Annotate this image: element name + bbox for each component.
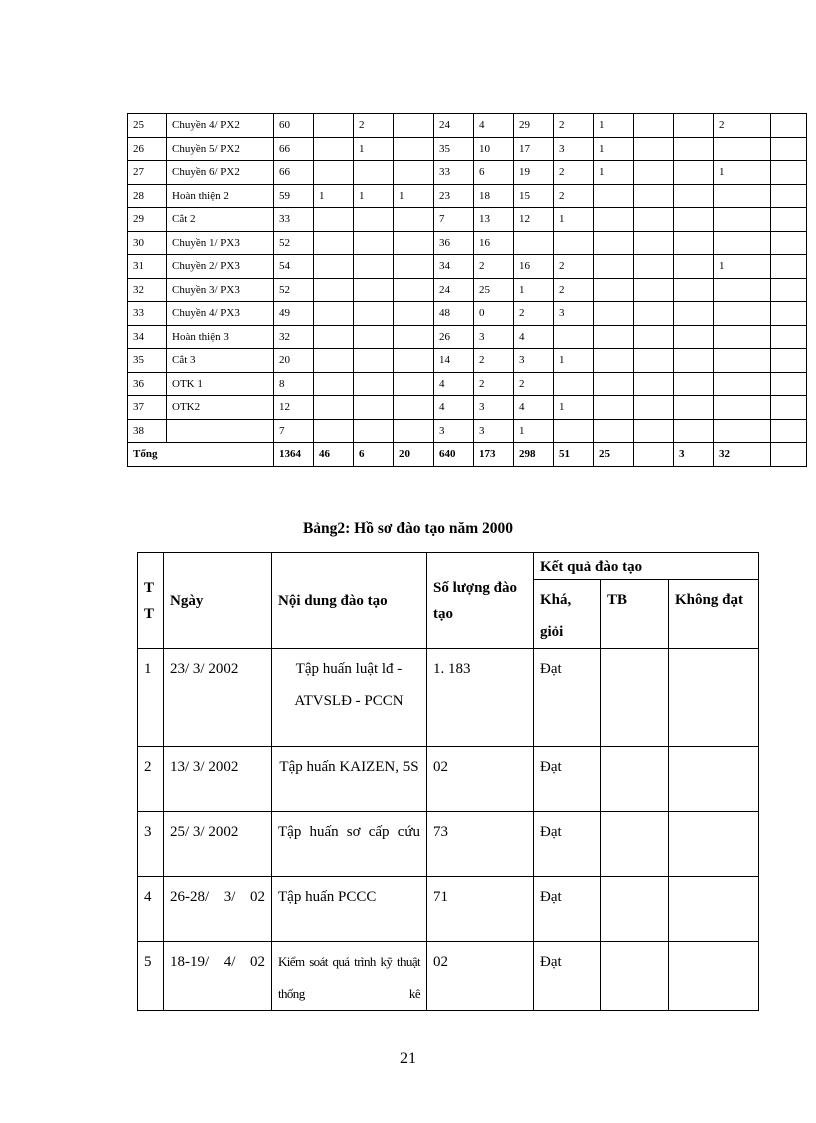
table-cell: [634, 184, 674, 208]
row-unit: Chuyền 1/ PX3: [167, 231, 274, 255]
table-cell: [394, 419, 434, 443]
row-quantity: 73: [427, 812, 534, 877]
table-cell: [314, 231, 354, 255]
table-cell: [714, 325, 771, 349]
table-cell: [394, 208, 434, 232]
table-cell: [394, 278, 434, 302]
table-cell: [394, 255, 434, 279]
table-cell: 1: [554, 349, 594, 373]
row-fail: [669, 747, 759, 812]
row-number: 30: [128, 231, 167, 255]
table-cell: [314, 137, 354, 161]
table-cell: 1: [354, 184, 394, 208]
row-unit: Chuyền 2/ PX3: [167, 255, 274, 279]
table-cell: 18: [474, 184, 514, 208]
table-cell: [354, 419, 394, 443]
table-cell: 2: [514, 372, 554, 396]
row-tt: 5: [138, 942, 164, 1011]
table-cell: 23: [434, 184, 474, 208]
table-cell: 2: [554, 161, 594, 185]
table-cell: [771, 137, 807, 161]
table-cell: [674, 349, 714, 373]
row-good: Đạt: [534, 649, 601, 747]
table-cell: [594, 302, 634, 326]
table-cell: 2: [354, 114, 394, 138]
row-unit: Hoàn thiện 3: [167, 325, 274, 349]
row-good: Đạt: [534, 877, 601, 942]
row-unit: Chuyền 3/ PX3: [167, 278, 274, 302]
table-cell: [514, 231, 554, 255]
table-cell: [674, 302, 714, 326]
row-unit: Chuyền 4/ PX2: [167, 114, 274, 138]
table-cell: [594, 396, 634, 420]
table-cell: 4: [474, 114, 514, 138]
table-row: [128, 325, 807, 349]
row-date: 23/ 3/ 2002: [164, 649, 272, 747]
table-cell: [554, 231, 594, 255]
table-cell: [714, 184, 771, 208]
table-cell: 4: [434, 372, 474, 396]
total-cell: 1364: [274, 443, 314, 467]
table-row: [128, 419, 807, 443]
table-cell: [314, 278, 354, 302]
table-cell: [771, 231, 807, 255]
table-cell: [771, 349, 807, 373]
table-row: [128, 184, 807, 208]
total-cell: 173: [474, 443, 514, 467]
row-number: 26: [128, 137, 167, 161]
table-cell: [771, 396, 807, 420]
table-cell: [394, 137, 434, 161]
table-cell: [354, 349, 394, 373]
table-cell: [594, 419, 634, 443]
table-row: [128, 396, 807, 420]
table-cell: [354, 161, 394, 185]
training-table: [137, 552, 759, 1011]
table-cell: [634, 278, 674, 302]
table-cell: [354, 302, 394, 326]
row-unit: Chuyền 5/ PX2: [167, 137, 274, 161]
table-cell: 35: [434, 137, 474, 161]
table-cell: 33: [274, 208, 314, 232]
table-cell: 1: [354, 137, 394, 161]
table-cell: 3: [474, 396, 514, 420]
table-cell: 1: [394, 184, 434, 208]
table-cell: [634, 372, 674, 396]
table-row: [128, 349, 807, 373]
table-cell: [634, 255, 674, 279]
row-date: 13/ 3/ 2002: [164, 747, 272, 812]
table-cell: [554, 419, 594, 443]
table-cell: [314, 419, 354, 443]
table-cell: [674, 184, 714, 208]
table-cell: [674, 419, 714, 443]
table-row: [128, 372, 807, 396]
table-row: [128, 278, 807, 302]
table-cell: [674, 278, 714, 302]
total-row: [128, 443, 807, 467]
row-unit: Hoàn thiện 2: [167, 184, 274, 208]
table-cell: 1: [714, 161, 771, 185]
table-cell: 1: [554, 396, 594, 420]
row-good: Đạt: [534, 747, 601, 812]
table-cell: 1: [514, 419, 554, 443]
table-cell: 66: [274, 161, 314, 185]
table-cell: [634, 302, 674, 326]
table-cell: [714, 419, 771, 443]
table-cell: 17: [514, 137, 554, 161]
table-cell: 26: [434, 325, 474, 349]
row-unit: [167, 419, 274, 443]
table-cell: [354, 396, 394, 420]
table-cell: 1: [314, 184, 354, 208]
table-cell: [594, 208, 634, 232]
row-unit: Chuyền 4/ PX3: [167, 302, 274, 326]
table-cell: [394, 396, 434, 420]
table-cell: 52: [274, 278, 314, 302]
table-cell: [554, 325, 594, 349]
table-cell: 49: [274, 302, 314, 326]
row-fail: [669, 649, 759, 747]
row-good: Đạt: [534, 812, 601, 877]
row-fail: [669, 812, 759, 877]
training-row: [138, 747, 759, 812]
table-cell: [634, 137, 674, 161]
row-average: [601, 747, 669, 812]
table-cell: 3: [554, 302, 594, 326]
row-date: 18-19/ 4/ 02: [164, 942, 272, 1011]
table-cell: 6: [474, 161, 514, 185]
table-cell: 2: [514, 302, 554, 326]
table-cell: [634, 396, 674, 420]
table-cell: [634, 231, 674, 255]
header-average: TB: [601, 580, 669, 649]
table-cell: 10: [474, 137, 514, 161]
header-content: Nội dung đào tạo: [272, 553, 427, 649]
row-content: Tập huấn PCCC: [272, 877, 427, 942]
table-cell: 29: [514, 114, 554, 138]
table-cell: 4: [434, 396, 474, 420]
header-good: Khá, giỏi: [534, 580, 601, 649]
row-tt: 2: [138, 747, 164, 812]
table-cell: 2: [554, 278, 594, 302]
row-number: 38: [128, 419, 167, 443]
table-cell: [314, 114, 354, 138]
table-cell: 7: [274, 419, 314, 443]
table-cell: 3: [474, 325, 514, 349]
training-table-title: Bảng2: Hồ sơ đào tạo năm 2000: [302, 520, 514, 537]
table-row: [128, 255, 807, 279]
table-cell: [674, 208, 714, 232]
header-result: Kết quả đào tạo: [534, 553, 759, 580]
total-cell: 25: [594, 443, 634, 467]
total-cell: [771, 443, 807, 467]
header-fail: Không đạt: [669, 580, 759, 649]
table-cell: [674, 114, 714, 138]
table-cell: 2: [714, 114, 771, 138]
table-cell: [674, 231, 714, 255]
table-cell: [714, 208, 771, 232]
row-average: [601, 877, 669, 942]
table-cell: 25: [474, 278, 514, 302]
table-cell: [314, 349, 354, 373]
table-cell: [771, 278, 807, 302]
table-cell: 1: [514, 278, 554, 302]
total-cell: 640: [434, 443, 474, 467]
row-number: 27: [128, 161, 167, 185]
table-cell: 16: [474, 231, 514, 255]
row-fail: [669, 877, 759, 942]
table-cell: [714, 372, 771, 396]
table-cell: [674, 325, 714, 349]
table-cell: 7: [434, 208, 474, 232]
table-cell: 1: [714, 255, 771, 279]
total-cell: 298: [514, 443, 554, 467]
row-number: 28: [128, 184, 167, 208]
table-cell: [354, 231, 394, 255]
row-number: 33: [128, 302, 167, 326]
table-cell: 1: [594, 137, 634, 161]
row-number: 25: [128, 114, 167, 138]
training-row: [138, 812, 759, 877]
table-cell: [674, 396, 714, 420]
table-cell: [634, 325, 674, 349]
table-cell: 3: [474, 419, 514, 443]
row-average: [601, 649, 669, 747]
table-cell: [771, 325, 807, 349]
table-row: [128, 208, 807, 232]
table-cell: [634, 419, 674, 443]
row-fail: [669, 942, 759, 1011]
row-tt: 3: [138, 812, 164, 877]
row-number: 36: [128, 372, 167, 396]
table-cell: [771, 114, 807, 138]
table-cell: [314, 372, 354, 396]
total-cell: 6: [354, 443, 394, 467]
row-quantity: 71: [427, 877, 534, 942]
total-cell: 20: [394, 443, 434, 467]
table-cell: 36: [434, 231, 474, 255]
personnel-table-body: [128, 114, 807, 467]
row-unit: Cắt 3: [167, 349, 274, 373]
table-cell: 15: [514, 184, 554, 208]
table-cell: 3: [514, 349, 554, 373]
table-cell: [314, 302, 354, 326]
table-cell: 19: [514, 161, 554, 185]
table-cell: 2: [474, 349, 514, 373]
row-unit: OTK2: [167, 396, 274, 420]
row-date: 25/ 3/ 2002: [164, 812, 272, 877]
row-number: 34: [128, 325, 167, 349]
table-row: [128, 302, 807, 326]
row-number: 35: [128, 349, 167, 373]
table-cell: [394, 302, 434, 326]
table-cell: [594, 184, 634, 208]
total-label: Tổng: [128, 443, 274, 467]
table-cell: [594, 278, 634, 302]
table-cell: 24: [434, 114, 474, 138]
table-cell: 2: [554, 184, 594, 208]
table-cell: [771, 372, 807, 396]
row-number: 31: [128, 255, 167, 279]
table-cell: [314, 255, 354, 279]
table-cell: [394, 372, 434, 396]
table-row: [128, 137, 807, 161]
personnel-table: [127, 113, 807, 467]
table-cell: 2: [554, 255, 594, 279]
table-cell: 13: [474, 208, 514, 232]
table-cell: 24: [434, 278, 474, 302]
page-number: 21: [400, 1050, 416, 1067]
row-average: [601, 942, 669, 1011]
table-cell: [554, 372, 594, 396]
table-cell: 66: [274, 137, 314, 161]
table-cell: [314, 161, 354, 185]
row-good: Đạt: [534, 942, 601, 1011]
table-cell: [714, 231, 771, 255]
total-cell: 51: [554, 443, 594, 467]
row-average: [601, 812, 669, 877]
table-cell: [634, 114, 674, 138]
table-cell: 33: [434, 161, 474, 185]
table-cell: 14: [434, 349, 474, 373]
table-cell: 4: [514, 325, 554, 349]
table-row: [128, 114, 807, 138]
table-row: [128, 161, 807, 185]
table-cell: 12: [274, 396, 314, 420]
row-quantity: 02: [427, 747, 534, 812]
table-cell: 3: [434, 419, 474, 443]
header-tt: T T: [138, 553, 164, 649]
row-tt: 4: [138, 877, 164, 942]
table-cell: 60: [274, 114, 314, 138]
table-cell: [714, 278, 771, 302]
table-cell: [394, 349, 434, 373]
table-cell: [594, 255, 634, 279]
table-cell: [771, 255, 807, 279]
table-cell: 12: [514, 208, 554, 232]
row-number: 32: [128, 278, 167, 302]
table-cell: 2: [474, 255, 514, 279]
table-cell: 16: [514, 255, 554, 279]
header-date: Ngày: [164, 553, 272, 649]
table-cell: [594, 325, 634, 349]
table-cell: [354, 325, 394, 349]
table-cell: [714, 302, 771, 326]
table-cell: [394, 114, 434, 138]
table-cell: [634, 161, 674, 185]
table-cell: [634, 349, 674, 373]
total-cell: 3: [674, 443, 714, 467]
table-cell: [771, 161, 807, 185]
row-content: Tập huấn luật lđ - ATVSLĐ - PCCN: [272, 649, 427, 747]
table-cell: [354, 255, 394, 279]
table-cell: [674, 137, 714, 161]
training-row: [138, 942, 759, 1011]
table-cell: 20: [274, 349, 314, 373]
table-cell: [771, 184, 807, 208]
table-cell: [714, 396, 771, 420]
row-quantity: 02: [427, 942, 534, 1011]
row-tt: 1: [138, 649, 164, 747]
total-cell: 46: [314, 443, 354, 467]
table-cell: [594, 349, 634, 373]
table-cell: 1: [554, 208, 594, 232]
table-cell: [771, 302, 807, 326]
table-cell: 3: [554, 137, 594, 161]
row-unit: Cắt 2: [167, 208, 274, 232]
table-cell: [634, 208, 674, 232]
row-number: 37: [128, 396, 167, 420]
table-cell: [314, 325, 354, 349]
table-cell: [354, 208, 394, 232]
row-date: 26-28/ 3/ 02: [164, 877, 272, 942]
table-cell: [674, 161, 714, 185]
table-cell: 0: [474, 302, 514, 326]
table-cell: [594, 372, 634, 396]
total-cell: 32: [714, 443, 771, 467]
table-cell: [354, 372, 394, 396]
table-cell: [771, 208, 807, 232]
table-cell: 34: [434, 255, 474, 279]
training-header-row: [138, 553, 759, 580]
table-cell: [771, 419, 807, 443]
table-cell: 8: [274, 372, 314, 396]
row-content: Tập huấn KAIZEN, 5S: [272, 747, 427, 812]
table-cell: [354, 278, 394, 302]
training-row: [138, 877, 759, 942]
table-cell: [394, 325, 434, 349]
table-row: [128, 231, 807, 255]
table-cell: [594, 231, 634, 255]
table-cell: [674, 372, 714, 396]
table-cell: [394, 231, 434, 255]
table-cell: 59: [274, 184, 314, 208]
table-cell: 52: [274, 231, 314, 255]
row-unit: OTK 1: [167, 372, 274, 396]
table-cell: 1: [594, 114, 634, 138]
table-cell: 48: [434, 302, 474, 326]
table-cell: [714, 137, 771, 161]
row-number: 29: [128, 208, 167, 232]
table-cell: 2: [474, 372, 514, 396]
row-content: Kiểm soát quá trình kỹ thuật thống kê: [272, 942, 427, 1011]
row-content: Tập huấn sơ cấp cứu: [272, 812, 427, 877]
table-cell: 54: [274, 255, 314, 279]
training-row: [138, 649, 759, 747]
table-cell: 2: [554, 114, 594, 138]
table-cell: [674, 255, 714, 279]
row-unit: Chuyền 6/ PX2: [167, 161, 274, 185]
table-cell: 1: [594, 161, 634, 185]
header-quantity: Số lượng đào tạo: [427, 553, 534, 649]
table-cell: [394, 161, 434, 185]
total-cell: [634, 443, 674, 467]
table-cell: [714, 349, 771, 373]
table-cell: [314, 208, 354, 232]
table-cell: 32: [274, 325, 314, 349]
table-cell: [314, 396, 354, 420]
table-cell: 4: [514, 396, 554, 420]
row-quantity: 1. 183: [427, 649, 534, 747]
